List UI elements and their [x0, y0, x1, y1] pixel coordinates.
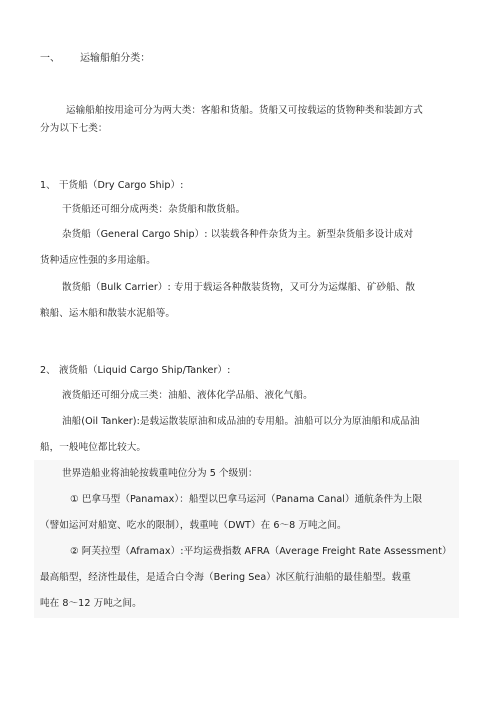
general-cargo-line-2: 货种适应性强的多用途船。	[40, 255, 156, 266]
liquid-cargo-heading: 2、 液货船（Liquid Cargo Ship/Tanker）:	[40, 365, 231, 376]
aframax-line-3: 吨在 8～12 万吨之间。	[40, 598, 142, 609]
section-heading	[40, 52, 150, 66]
oil-tanker-line-1: 油船(Oil Tanker):是载运散装原油和成品油的专用船。油船可以分为原油船和成品油	[62, 416, 420, 427]
dry-cargo-heading: 1、 干货船（Dry Cargo Ship）:	[40, 180, 184, 191]
highlighted-block-background	[34, 460, 459, 618]
bulk-carrier-line-2: 粮船、运木船和散装水泥船等。	[40, 308, 176, 319]
dry-cargo-intro: 干货船还可细分成两类：杂货船和散货船。	[62, 204, 246, 215]
panamax-line-1: ① 巴拿马型（Panamax）：船型以巴拿马运河（Panama Canal）通航条件为上限	[70, 494, 423, 505]
bulk-carrier-line-1: 散货船（Bulk Carrier）: 专用于载运各种散装货物，又可分为运煤船、矿砂船、散	[62, 282, 416, 293]
aframax-line-2: 最高船型，经济性最佳，是适合白令海（Bering Sea）冰区航行油船的最佳船型。载重	[40, 572, 411, 583]
section-number: 一、	[40, 53, 61, 64]
section-title: 运输船舶分类：	[80, 53, 151, 64]
liquid-cargo-intro: 液货船还可细分成三类：油船、液体化学品船、液化气船。	[62, 390, 313, 401]
intro-paragraph-line-2: 分为以下七类：	[40, 123, 108, 134]
intro-paragraph-line-1: 运输船舶按用途可分为两大类：客船和货船。货船又可按载运的货物种类和装卸方式	[66, 105, 423, 116]
oil-tanker-line-2: 船，一般吨位都比较大。	[40, 442, 147, 453]
panamax-line-2: （譬如运河对船宽、吃水的限制），载重吨（DWT）在 6～8 万吨之间。	[40, 520, 347, 531]
tanker-grades-intro: 世界造船业将油轮按载重吨位分为 5 个级别：	[62, 468, 258, 479]
general-cargo-line-1: 杂货船（General Cargo Ship）: 以装载各种件杂货为主。新型杂货船多设计成对	[62, 229, 414, 240]
aframax-line-1: ② 阿芙拉型（Aframax）:平均运费指数 AFRA（Average Freight Rate Assessment）	[70, 546, 452, 557]
